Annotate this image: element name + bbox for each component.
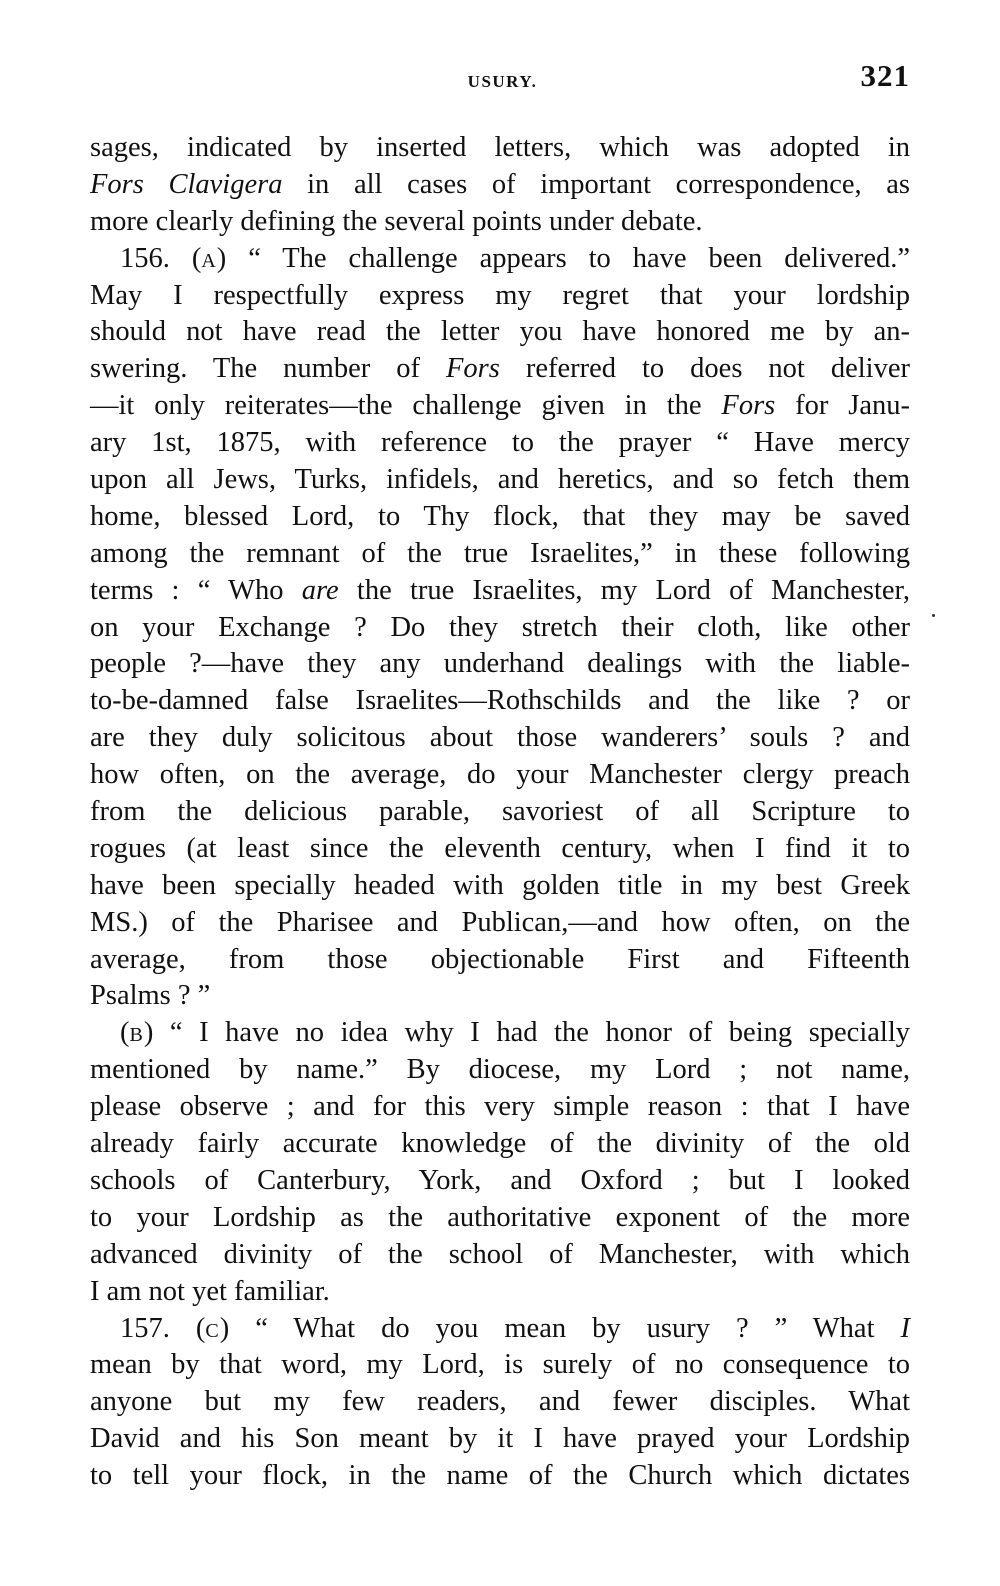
text-line: I am not yet familiar. — [90, 1275, 330, 1307]
text-line: Psalms ? ” — [90, 980, 211, 1012]
paragraph-157-start: 157. (C) “ What do you mean by usury ? ” What I — [120, 1312, 910, 1344]
print-speck — [932, 614, 935, 617]
text-line: Fors Clavigera in all cases of important correspondence, as — [90, 168, 911, 200]
text-line: rogues (at least since the eleventh century, when I find it to — [90, 832, 910, 864]
text-line: mean by that word, my Lord, is surely of no consequence to — [90, 1349, 910, 1381]
text-line: from the delicious parable, savoriest of all Scripture to — [90, 796, 910, 828]
text-line: advanced divinity of the school of Manchester, with which — [90, 1238, 910, 1270]
running-title: USURY. — [467, 72, 538, 91]
text-line: to-be-damned false Israelites—Rothschilds and the like ? or — [90, 685, 910, 717]
text-line: mentioned by name.” By diocese, my Lord ; not name, — [90, 1054, 910, 1086]
text-line: people ?—have they any underhand dealings with the liable- — [90, 648, 910, 680]
text-line: schools of Canterbury, York, and Oxford ; but I looked — [90, 1164, 910, 1196]
text-line: MS.) of the Pharisee and Publican,—and how often, on the — [90, 906, 910, 938]
text-line: upon all Jews, Turks, infidels, and heretics, and so fetch them — [90, 464, 910, 496]
paragraph-b-start: (B) “ I have no idea why I had the honor of being specially — [120, 1017, 910, 1049]
text-line: swering. The number of Fors referred to does not deliver — [90, 353, 910, 385]
text-line: have been specially headed with golden title in my best Greek — [90, 869, 910, 901]
text-line: sages, indicated by inserted letters, which was adopted in — [90, 132, 910, 163]
text-line: anyone but my few readers, and fewer disciples. What — [90, 1386, 910, 1418]
paragraph-156-start: 156. (A) “ The challenge appears to have been delivered.” — [120, 242, 910, 274]
text-line: David and his Son meant by it I have prayed your Lordship — [90, 1423, 910, 1455]
text-line: how often, on the average, do your Manchester clergy preach — [90, 759, 910, 791]
running-head — [90, 58, 910, 98]
text-line: terms : “ Who are the true Israelites, my Lord of Manchester, — [90, 574, 910, 606]
text-line: average, from those objectionable First and Fifteenth — [90, 943, 910, 975]
text-line: May I respectfully express my regret that your lordship — [90, 279, 910, 311]
page-number: 321 — [860, 58, 910, 93]
text-line: already fairly accurate knowledge of the divinity of the old — [90, 1128, 910, 1160]
text-line: please observe ; and for this very simple reason : that I have — [90, 1091, 910, 1123]
body-text — [90, 130, 910, 1495]
text-line: on your Exchange ? Do they stretch their cloth, like other — [90, 611, 910, 643]
text-line: home, blessed Lord, to Thy flock, that they may be saved — [90, 500, 910, 532]
text-line: —it only reiterates—the challenge given in the Fors for Janu- — [90, 390, 910, 422]
text-line: to tell your flock, in the name of the Church which dictates — [90, 1460, 910, 1492]
text-line: to your Lordship as the authoritative exponent of the more — [90, 1201, 910, 1233]
text-line: among the remnant of the true Israelites,” in these following — [90, 537, 910, 569]
text-line: more clearly defining the several points under debate. — [90, 205, 703, 237]
text-line: ary 1st, 1875, with reference to the prayer “ Have mercy — [90, 427, 910, 459]
text-line: should not have read the letter you have honored me by an- — [90, 316, 910, 348]
text-line: are they duly solicitous about those wanderers’ souls ? and — [90, 722, 910, 754]
